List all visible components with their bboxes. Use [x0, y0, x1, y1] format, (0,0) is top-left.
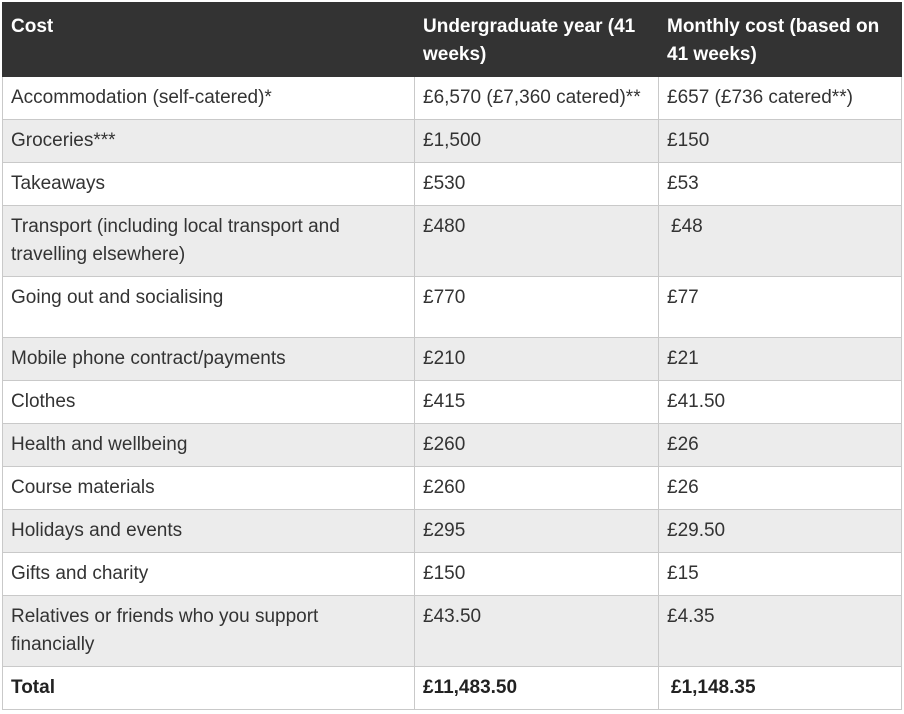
cell-month: £26 [659, 424, 902, 467]
cell-month: £48 [659, 206, 902, 277]
table-row [3, 424, 902, 467]
cell-cost: Mobile phone contract/payments [3, 338, 415, 381]
table-header [3, 3, 902, 77]
cell-year: £480 [415, 206, 659, 277]
table-row [3, 381, 902, 424]
table-row [3, 277, 902, 338]
cell-cost: Clothes [3, 381, 415, 424]
cell-cost: Course materials [3, 467, 415, 510]
cell-month: £15 [659, 553, 902, 596]
cell-month: £4.35 [659, 596, 902, 667]
table-row [3, 510, 902, 553]
cell-cost: Gifts and charity [3, 553, 415, 596]
cell-year: £415 [415, 381, 659, 424]
table-row [3, 467, 902, 510]
cell-cost: Groceries*** [3, 120, 415, 163]
table-row [3, 338, 902, 381]
cell-month: £41.50 [659, 381, 902, 424]
cell-cost: Takeaways [3, 163, 415, 206]
cell-year: £1,500 [415, 120, 659, 163]
cell-cost: Relatives or friends who you support financially [3, 596, 415, 667]
cell-cost: Accommodation (self-catered)* [3, 77, 415, 120]
cell-year: £210 [415, 338, 659, 381]
cell-month: £657 (£736 catered**) [659, 77, 902, 120]
header-cost: Cost [3, 3, 415, 77]
total-year: £11,483.50 [415, 667, 659, 710]
cell-cost: Transport (including local transport and travelling elsewhere) [3, 206, 415, 277]
cost-table [2, 2, 902, 710]
header-monthly-cost: Monthly cost (based on 41 weeks) [659, 3, 902, 77]
cell-year: £6,570 (£7,360 catered)** [415, 77, 659, 120]
table-row [3, 77, 902, 120]
table-row [3, 120, 902, 163]
table-row [3, 596, 902, 667]
total-row [3, 667, 902, 710]
cell-cost: Going out and socialising [3, 277, 415, 338]
cell-cost: Health and wellbeing [3, 424, 415, 467]
cell-month: £21 [659, 338, 902, 381]
cell-year: £43.50 [415, 596, 659, 667]
cell-month: £53 [659, 163, 902, 206]
table-body [3, 77, 902, 710]
table-row [3, 553, 902, 596]
cell-month: £26 [659, 467, 902, 510]
cell-year: £260 [415, 424, 659, 467]
cell-year: £530 [415, 163, 659, 206]
total-label: Total [3, 667, 415, 710]
cell-year: £260 [415, 467, 659, 510]
table-row [3, 163, 902, 206]
cell-month: £29.50 [659, 510, 902, 553]
cell-month: £77 [659, 277, 902, 338]
cell-year: £770 [415, 277, 659, 338]
header-row [3, 3, 902, 77]
cell-year: £295 [415, 510, 659, 553]
total-month: £1,148.35 [659, 667, 902, 710]
cell-cost: Holidays and events [3, 510, 415, 553]
table-row [3, 206, 902, 277]
cell-year: £150 [415, 553, 659, 596]
header-undergraduate-year: Undergraduate year (41 weeks) [415, 3, 659, 77]
cell-month: £150 [659, 120, 902, 163]
